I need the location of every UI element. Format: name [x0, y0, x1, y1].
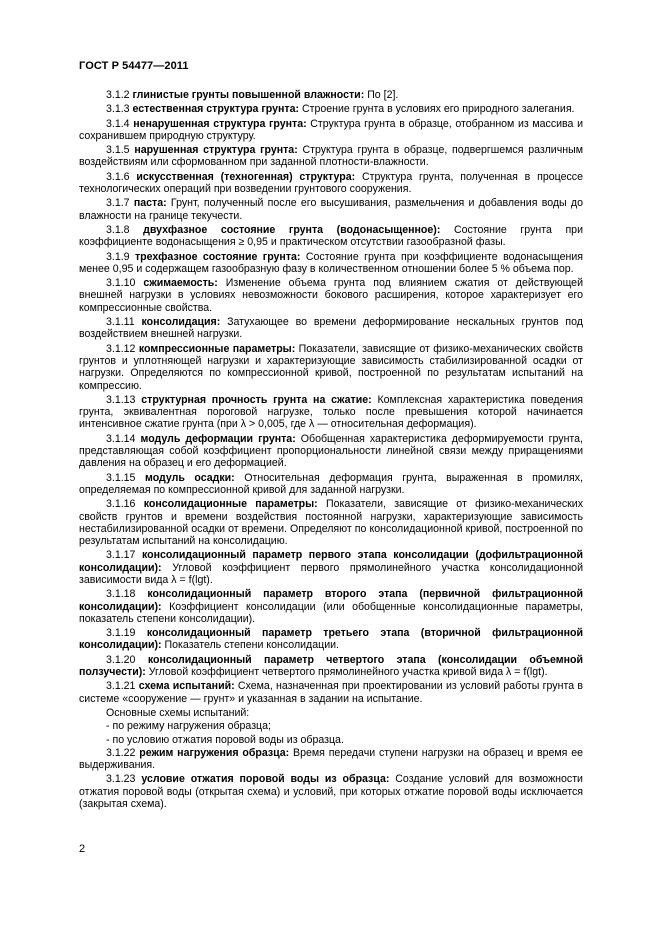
- item-definition: Схема, назначенная при проектировании из условий работы грунта в системе «сооружение — грунт» и указанная в задании на испытание.: [79, 680, 583, 705]
- item-definition: Коэффициент консолидации (или обобщенные консолидационные параметры, показатель степени консолидации).: [79, 600, 584, 625]
- item-term: консолидационный параметр первого этапа консолидации (дофильтрационной консолидации):: [79, 549, 583, 574]
- definition-item: [79, 171, 583, 196]
- item-number: 3.1.2: [106, 89, 130, 101]
- item-definition: Показатель степени консолидации.: [164, 639, 339, 652]
- item-definition: Структура грунта в образце, отобранном из массива и сохранившем природную структуру.: [79, 117, 583, 142]
- definition-item: [79, 103, 583, 115]
- definition-item: [79, 316, 583, 341]
- item-term: искусственная (техногенная) структура:: [136, 170, 356, 183]
- scheme-list-item: - по режиму нагружения образца;: [106, 720, 271, 733]
- document-header: ГОСТ Р 54477—2011: [79, 60, 189, 72]
- definition-item: [79, 144, 583, 169]
- item-term: консолидационные параметры:: [143, 498, 318, 511]
- item-number: 3.1.22: [106, 746, 136, 759]
- item-term: естественная структура грунта:: [132, 103, 300, 116]
- definition-item: [79, 472, 583, 497]
- item-definition: Создание условий для возможности отжатия поровой воды (открытая схема) и условий, при которых отжатие поровой воды исключается (закрытая схема).: [79, 773, 583, 811]
- item-definition: Угловой коэффициент первого прямолинейного участка консолидационной зависимости вида λ = f(lgt).: [79, 561, 583, 586]
- item-definition: Обобщенная характеристика деформируемости грунта, представляющая собой коэффициент пропорциональности линейной связи между приращениями давления на образец и его деформацией.: [79, 432, 583, 470]
- item-number: 3.1.16: [106, 498, 136, 511]
- item-number: 3.1.3: [106, 103, 130, 116]
- item-definition: Время передачи ступени нагрузки на образец и время ее выдерживания.: [79, 746, 583, 772]
- item-definition: Структура грунта, полученная в процессе технологических операций при возведении грунтового сооружения.: [79, 170, 583, 196]
- item-number: 3.1.19: [106, 627, 136, 640]
- item-definition: Грунт, полученный после его высушивания, размельчения и добавления воды до влажности на границе текучести.: [79, 197, 583, 222]
- definition-item: [79, 394, 583, 431]
- definition-item: [79, 498, 583, 547]
- document-body: [79, 89, 583, 812]
- item-definition: Относительная деформация грунта, выраженная в промилях, определяемая по компрессионной кривой для заданной нагрузки.: [79, 471, 583, 496]
- definition-item: [79, 224, 583, 249]
- item-number: 3.1.12: [106, 342, 136, 355]
- item-term: модуль осадки:: [145, 471, 235, 484]
- item-term: консолидация:: [141, 316, 221, 329]
- definition-item: [79, 747, 583, 772]
- item-definition: Угловой коэффициент четвертого прямолинейного участка кривой вида λ = f(lgt).: [148, 666, 548, 679]
- item-number: 3.1.11: [106, 316, 135, 329]
- item-term: трехфазное состояние грунта:: [134, 250, 301, 263]
- definition-item: [79, 549, 583, 586]
- item-number: 3.1.13: [106, 393, 136, 406]
- item-term: нарушенная структура грунта:: [134, 144, 298, 157]
- item-number: 3.1.20: [106, 653, 136, 666]
- scheme-list-item: - по условию отжатия поровой воды из образца.: [106, 733, 344, 746]
- definition-item: [79, 118, 583, 143]
- item-number: 3.1.14: [106, 432, 136, 445]
- item-definition: Показатели, зависящие от физико-механических свойств грунтов и уплотняющей нагрузки и характеризующие зависимость стабилизированной осадки от нагрузки. Определяются по компрессионной кривой, построенной по результатам испытаний на компрессию.: [79, 342, 583, 392]
- item-number: 3.1.18: [106, 588, 136, 601]
- item-definition: Строение грунта в условиях его природного залегания.: [301, 103, 575, 116]
- item-number: 3.1.5: [106, 144, 130, 157]
- item-term: режим нагружения образца:: [139, 746, 290, 759]
- definition-item: [79, 197, 583, 222]
- definition-item: [79, 277, 583, 314]
- item-term: компрессионные параметры:: [138, 342, 296, 355]
- item-term: консолидационный параметр третьего этапа (вторичной фильтрационной консолидации):: [79, 627, 583, 652]
- definition-item: [79, 773, 583, 810]
- definition-item: [79, 433, 583, 470]
- item-number: 3.1.10: [106, 277, 136, 290]
- item-term: сжимаемость:: [143, 277, 218, 290]
- item-definition: Состояние грунта при коэффициенте водонасыщения ≥ 0,95 и практическом отсутствии газообразной фазы.: [79, 223, 583, 249]
- definition-item: [79, 89, 583, 101]
- definition-item: [79, 654, 583, 679]
- definitions-list: [79, 89, 583, 705]
- item-term: ненарушенная структура грунта:: [133, 117, 307, 130]
- definition-item: [79, 588, 583, 625]
- item-number: 3.1.9: [106, 250, 130, 263]
- item-number: 3.1.4: [106, 117, 130, 130]
- item-definition: Показатели, зависящие от физико-механических свойств грунтов и времени воздействия постоянной нагрузки, характеризующие зависимость нестабилизированной осадки от времени. Определяют по консолидационной кривой, построенной по результатам испытаний на консолидацию.: [79, 498, 583, 548]
- schemes-intro: Основные схемы испытаний:: [106, 706, 250, 719]
- item-term: паста:: [133, 197, 167, 210]
- definition-item: [79, 343, 583, 392]
- item-definition: Изменение объема грунта под влиянием сжатия от действующей внешней нагрузки в условиях невозможности бокового расширения, которое характеризует его компрессионные свойства.: [79, 277, 583, 314]
- item-number: 3.1.6: [106, 170, 130, 183]
- item-term: структурная прочность грунта на сжатие:: [141, 393, 372, 406]
- item-term: глинистые грунты повышенной влажности:: [132, 89, 365, 101]
- definition-item: [79, 251, 583, 276]
- definition-item: [79, 627, 583, 652]
- item-term: схема испытаний:: [138, 680, 235, 693]
- item-number: 3.1.15: [106, 471, 136, 484]
- item-number: 3.1.21: [106, 680, 136, 693]
- item-definition: Затухающее во времени деформирование нескальных грунтов под воздействием внешней нагрузки.: [79, 316, 583, 341]
- item-definition: Структура грунта в образце, подвергшемся различным воздействиям или сформованном при заданной плотности-влажности.: [79, 144, 583, 169]
- item-definition: По [2].: [367, 89, 399, 101]
- item-definition: Комплексная характеристика поведения грунта, эквивалентная пороговой нагрузке, только после превышения которой начинается интенсивное сжатие грунта (при λ > 0,005, где λ — относительная деформация).: [79, 393, 583, 431]
- item-number: 3.1.23: [106, 773, 136, 786]
- item-number: 3.1.8: [106, 223, 130, 236]
- item-term: двухфазное состояние грунта (водонасыщенное):: [143, 223, 441, 236]
- item-term: консолидационный параметр четвертого этапа (консолидации объемной ползучести):: [79, 653, 583, 679]
- item-term: условие отжатия поровой воды из образца:: [141, 773, 390, 786]
- definition-item: [79, 680, 583, 705]
- item-term: консолидационный параметр второго этапа (первичной фильтрационной консолидации):: [79, 588, 584, 613]
- item-term: модуль деформации грунта:: [140, 432, 296, 445]
- item-definition: Состояние грунта при коэффициенте водонасыщения менее 0,95 и содержащем газообразную фазу в количественном отношении более 5 % объема пор.: [79, 250, 583, 275]
- item-number: 3.1.7: [106, 197, 130, 210]
- page-number: 2: [79, 843, 86, 855]
- item-number: 3.1.17: [106, 549, 136, 562]
